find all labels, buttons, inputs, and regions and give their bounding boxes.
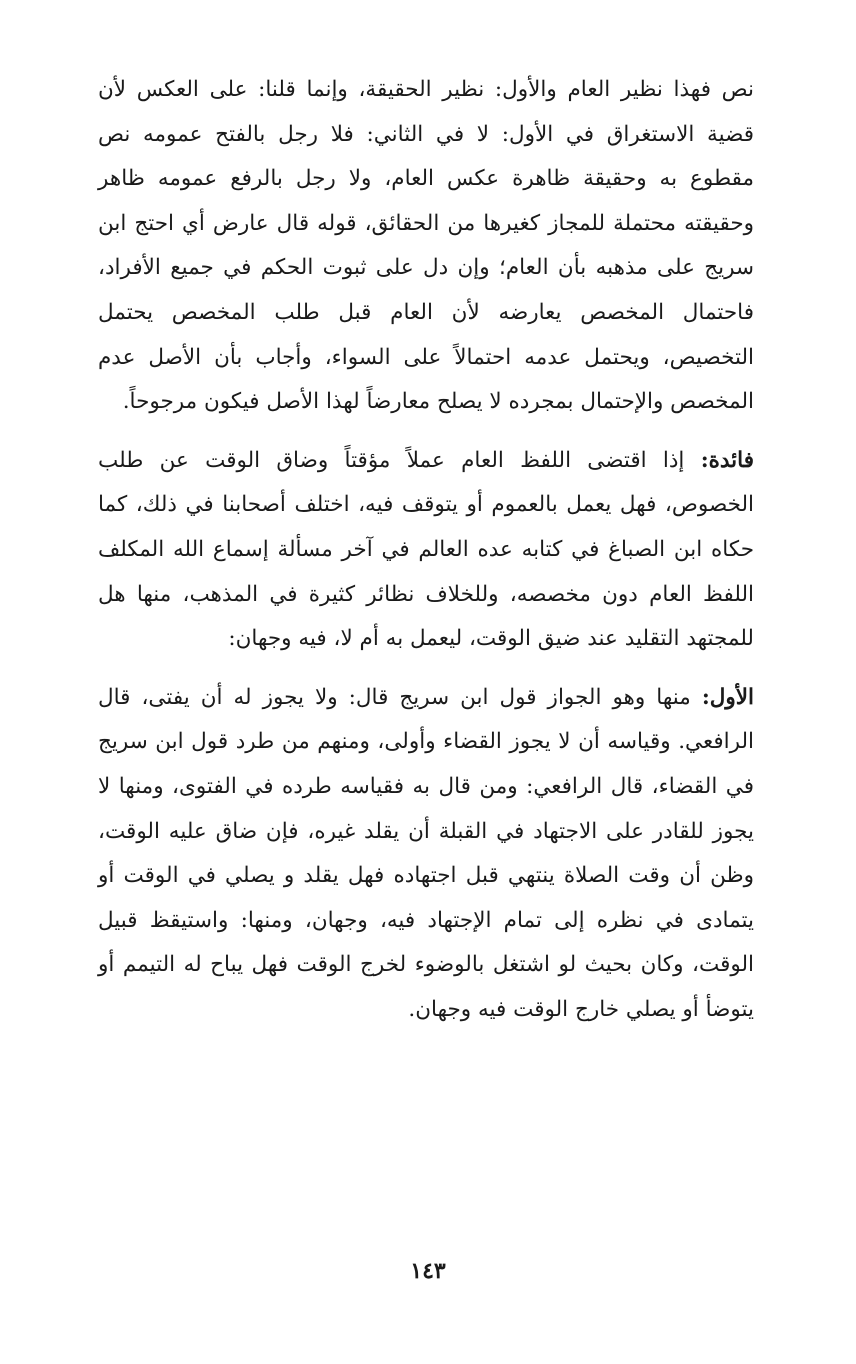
paragraph-2-text: إذا اقتضى اللفظ العام عملاً مؤقتاً وضاق الوقت عن طلب الخصوص، فهل يعمل بالعموم أو يتوقف فيه، اختلف أصحابنا في ذلك، كما حكاه ابن الصباغ في كتابه عده العالم في آخر مسألة إسماع الله المكلف اللفظ العام دون مخصصه، وللخلاف نظائر كثيرة في المذهب، منها هل للمجتهد التقليد عند ضيق الوقت، ليعمل به أم لا، فيه وجهان: <box>98 447 754 652</box>
paragraph-2-lead: فائدة: <box>700 447 754 473</box>
paragraph-1-text: نص فهذا نظير العام والأول: نظير الحقيقة، وإنما قلنا: على العكس لأن قضية الاستغراق في الأول: لا في الثاني: فلا رجل بالفتح عمومه نص مقطوع به وحقيقة ظاهرة عكس العام، ولا رجل بالرفع عمومه ظاهر وحقيقته محتملة للمجاز كغيرها من الحقائق، قوله قال عارض أي احتج ابن سريج على مذهبه بأن العام؛ وإن دل على ثبوت الحكم في جميع الأفراد، فاحتمال المخصص يعارضه لأن العام قبل طلب المخصص يحتمل التخصيص، ويحتمل عدمه احتمالاً على السواء، وأجاب بأن الأصل عدم المخصص والإحتمال بمجرده لا يصلح معارضاً لهذا الأصل فيكون مرجوحاً. <box>98 77 754 415</box>
page-body <box>98 68 754 1032</box>
paragraph-gap <box>98 662 754 676</box>
paragraph-3 <box>98 676 754 1033</box>
paragraph-1 <box>98 68 754 425</box>
paragraph-3-lead: الأول: <box>701 684 754 710</box>
paragraph-3-text: منها وهو الجواز قول ابن سريج قال: ولا يجوز له أن يفتى، قال الرافعي. وقياسه أن لا يجوز القضاء وأولى، ومنهم من طرد قول ابن سريج في القضاء، قال الرافعي: ومن قال به فقياسه طرده في الفتوى، ومنها لا يجوز للقادر على الاجتهاد في القبلة أن يقلد غيره، فإن ضاق عليه الوقت، وظن أن وقت الصلاة ينتهي قبل اجتهاده فهل يقلد و يصلي في الوقت أو يتمادى في نظره إلى تمام الإجتهاد فيه، وجهان، ومنها: واستيقظ قبيل الوقت، وكان بحيث لو اشتغل بالوضوء لخرج الوقت فهل يباح له التيمم أو يتوضأ أو يصلي خارج الوقت فيه وجهان. <box>98 684 754 1022</box>
paragraph-2 <box>98 439 754 662</box>
page-number: ١٤٣ <box>410 1258 446 1284</box>
paragraph-gap <box>98 425 754 439</box>
